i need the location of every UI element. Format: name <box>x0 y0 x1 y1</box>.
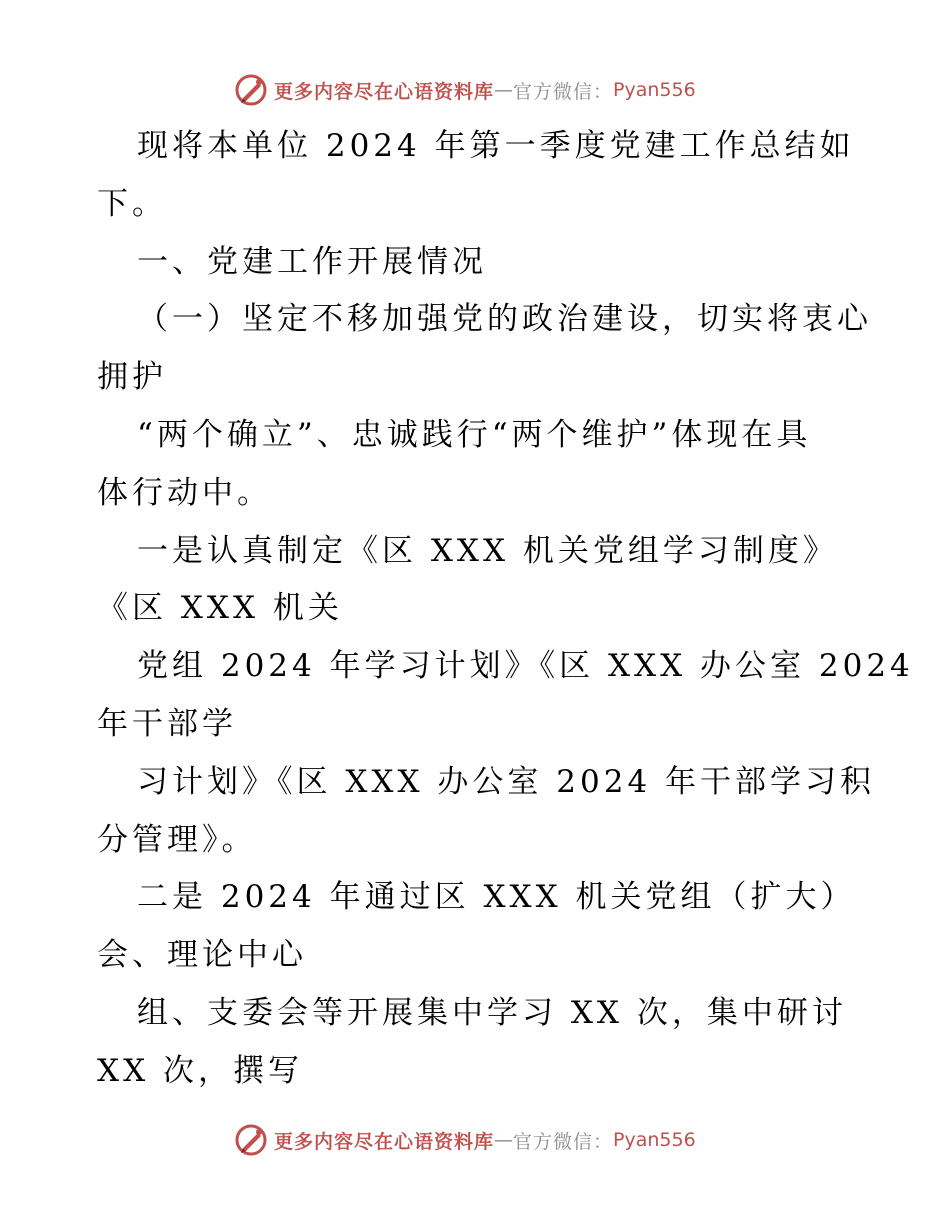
paragraph-line: XX 次，撰写 <box>97 1052 303 1089</box>
section-heading: 一、党建工作开展情况 <box>137 243 487 280</box>
paragraph-line: “两个确立”、忠诚践行“两个维护”体现在具 <box>137 416 812 453</box>
paragraph-line: 一是认真制定《区 XXX 机关党组学习制度》 <box>137 532 838 569</box>
document-body <box>97 118 914 1101</box>
banner-wechat-id: Pyan556 <box>613 79 696 101</box>
banner-separator: — <box>494 79 514 101</box>
paragraph-line: 分管理》。 <box>97 821 257 858</box>
pen-logo-icon <box>234 73 268 107</box>
banner-separator: — <box>494 1129 514 1151</box>
paragraph-line: 体行动中。 <box>97 474 272 511</box>
banner-main-text: 更多内容尽在心语资料库 <box>274 80 495 103</box>
header-watermark-banner <box>234 72 696 108</box>
paragraph-line: 拥护 <box>97 359 167 396</box>
banner-wechat-id: Pyan556 <box>613 1129 696 1151</box>
pen-logo-icon <box>234 1123 268 1157</box>
paragraph-line: 组、支委会等开展集中学习 XX 次，集中研讨 <box>137 994 847 1031</box>
paragraph-line: 会、理论中心 <box>97 937 307 974</box>
paragraph-line: 党组 2024 年学习计划》《区 XXX 办公室 2024 <box>137 648 914 685</box>
paragraph-line: 下。 <box>97 185 167 222</box>
subsection-heading: （一）坚定不移加强党的政治建设，切实将衷心 <box>137 301 872 338</box>
paragraph-line: 现将本单位 2024 年第一季度党建工作总结如 <box>137 128 855 164</box>
banner-sub-text: 官方微信： <box>513 1130 614 1153</box>
paragraph-line: 《区 XXX 机关 <box>97 590 343 627</box>
banner-sub-text: 官方微信： <box>513 80 614 103</box>
paragraph-line: 习计划》《区 XXX 办公室 2024 年干部学习积 <box>137 763 876 800</box>
paragraph-line: 年干部学 <box>97 705 237 742</box>
paragraph-line: 二是 2024 年通过区 XXX 机关党组（扩大） <box>137 879 856 916</box>
footer-watermark-banner <box>234 1122 696 1158</box>
banner-main-text: 更多内容尽在心语资料库 <box>274 1130 495 1153</box>
